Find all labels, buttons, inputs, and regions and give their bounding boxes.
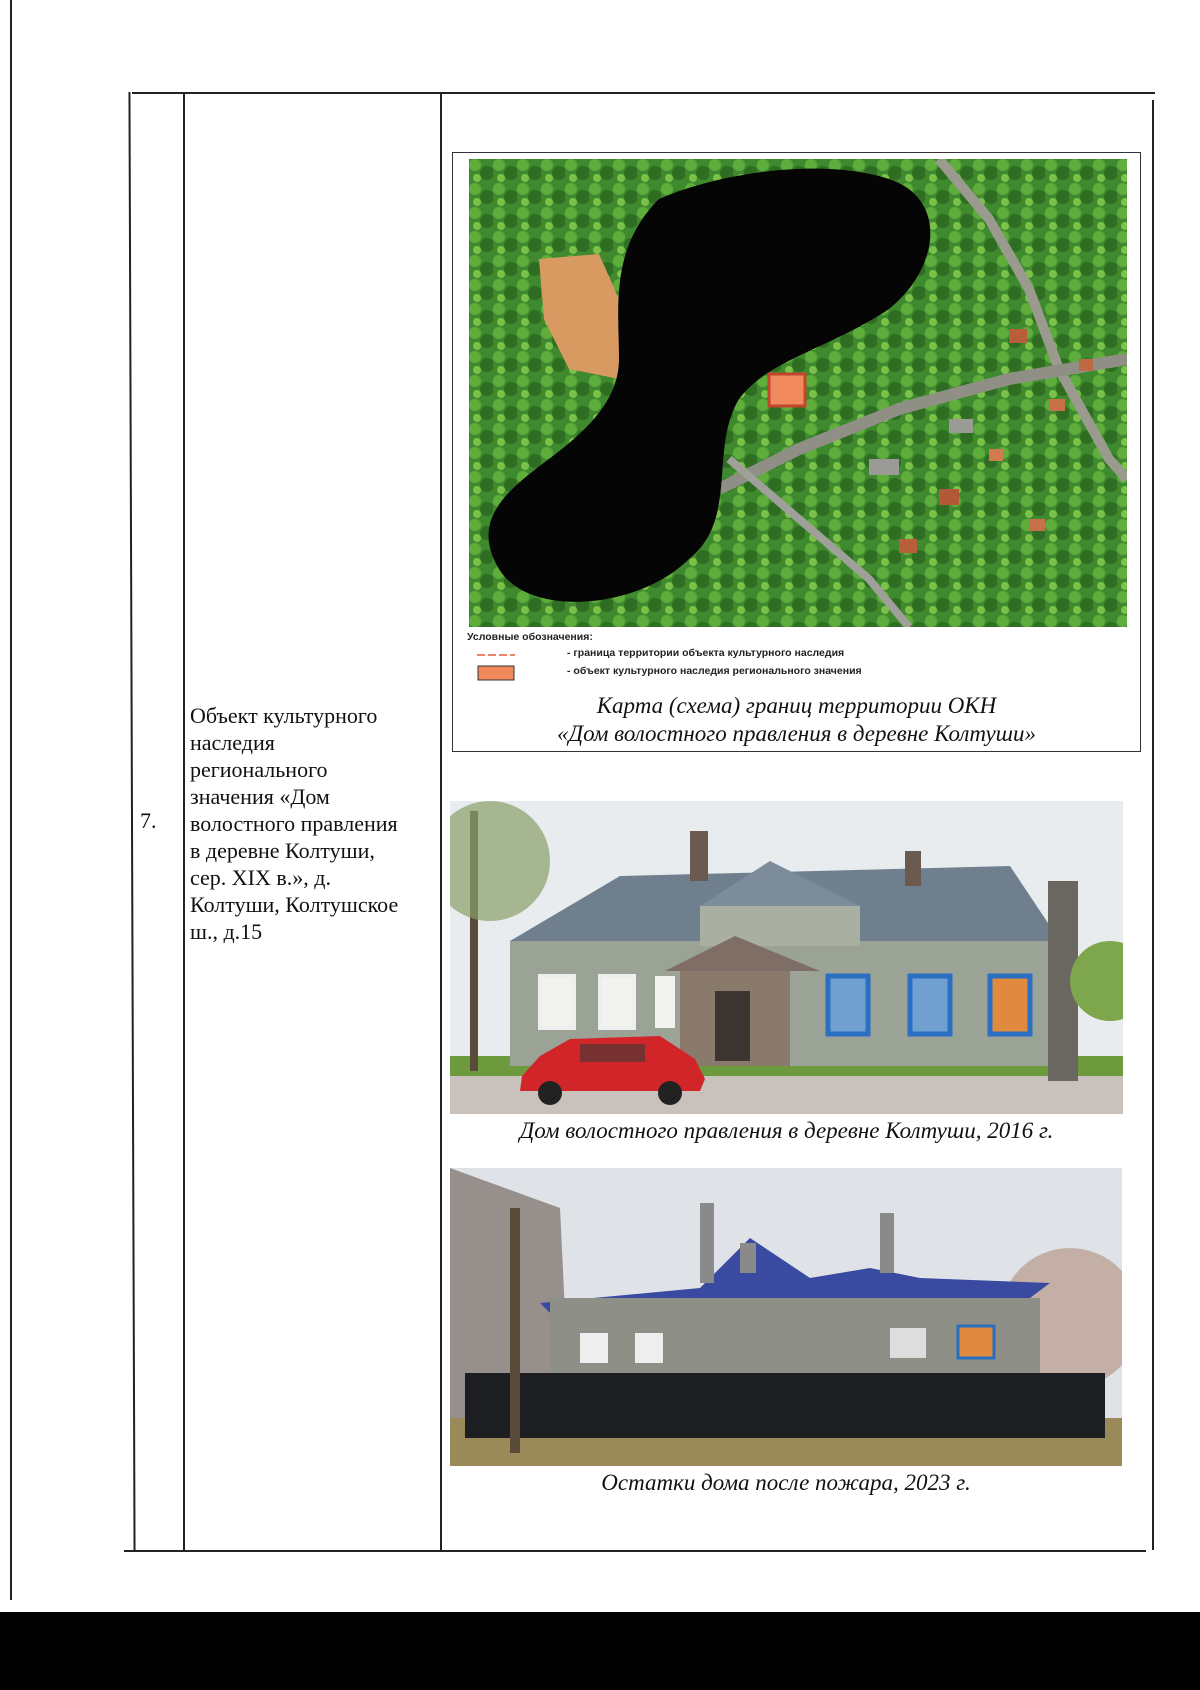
legend-label-object: - объект культурного наследия регионального значения: [567, 665, 862, 677]
table-border-right: [1152, 100, 1154, 1550]
column-divider-1: [183, 92, 185, 1552]
ruins-photo-2023: [450, 1168, 1122, 1466]
boundary-line-icon: [477, 649, 517, 661]
photo1-caption: Дом волостного правления в деревне Колтуши, 2016 г.: [519, 1118, 1054, 1143]
legend-label-boundary: - граница территории объекта культурного наследия: [567, 647, 845, 659]
table-border-top: [132, 92, 1155, 94]
page-edge: [10, 0, 12, 1600]
satellite-map: [469, 159, 1127, 627]
table-border-bottom: [124, 1550, 1146, 1552]
heritage-object-icon: [477, 665, 517, 681]
column-divider-2: [440, 92, 442, 1552]
photo2-caption: Остатки дома после пожара, 2023 г.: [601, 1470, 971, 1495]
map-caption-line1: Карта (схема) границ территории ОКН: [596, 693, 997, 718]
map-figure: [452, 152, 1141, 752]
table-border-left: [128, 92, 135, 1552]
house-photo-2016: [450, 801, 1123, 1114]
heritage-object-marker: [769, 374, 805, 406]
row-number: 7.: [140, 808, 157, 833]
object-description: Объект культурного наследия регионального значения «Дом волостного правления в деревне Колтуши, сер. XIX в.», д. Колтуши, Колтушское ш., д.15: [190, 703, 399, 944]
legend-title: Условные обозначения:: [467, 631, 593, 643]
map-caption-line2: «Дом волостного правления в деревне Колтуши»: [556, 721, 1037, 746]
scan-bottom-border: [0, 1612, 1200, 1690]
